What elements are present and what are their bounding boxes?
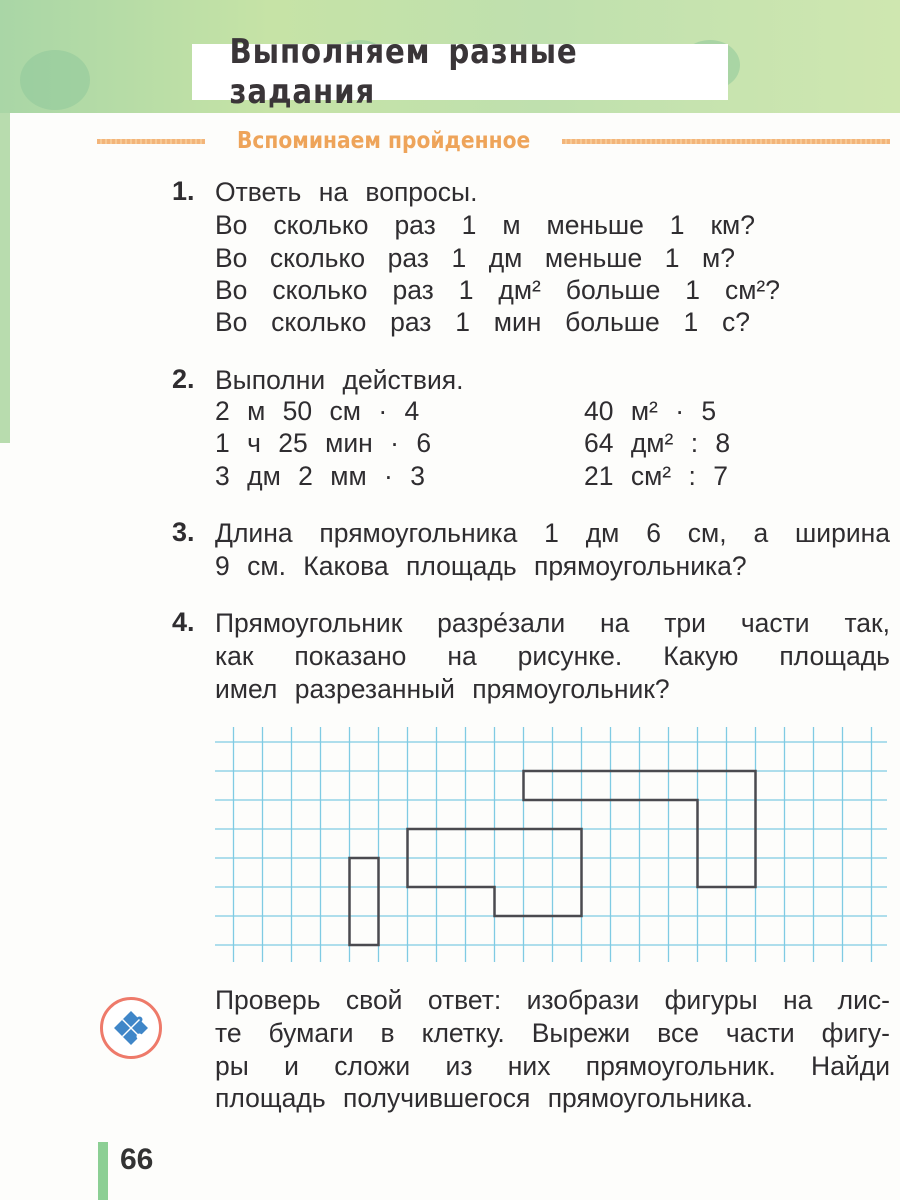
check-text: те бумаги в клетку. Вырежи все части фигу-: [215, 1018, 890, 1048]
task-text: как показано на рисунке. Какую площадь: [215, 641, 890, 671]
title-box: [192, 32, 728, 112]
page-number-bar: [98, 1142, 108, 1200]
check-text: ры и сложи из них прямоугольник. Найди: [215, 1051, 890, 1081]
task-text: Во сколько раз 1 м меньше 1 км?: [215, 210, 755, 240]
task-text: Длина прямоугольника 1 дм 6 см, а ширина: [215, 518, 890, 548]
task-text: имел разрезанный прямоугольник?: [215, 674, 670, 704]
expression: 40 м² · 5: [584, 396, 717, 426]
task-number: 2.: [172, 364, 195, 394]
expression: 2 м 50 см · 4: [215, 396, 420, 426]
expression: 64 дм² : 8: [584, 428, 731, 458]
task-text: Во сколько раз 1 дм меньше 1 м?: [215, 243, 735, 273]
divider: [97, 139, 205, 144]
section-title: Вспоминаем пройденное: [236, 128, 531, 154]
puzzle-icon: [100, 997, 162, 1059]
check-text: Проверь свой ответ: изобрази фигуры на лис-: [215, 985, 890, 1015]
task-number: 4.: [172, 607, 195, 637]
page-title: Выполняем разные задания: [229, 32, 578, 112]
divider: [562, 139, 890, 144]
task-text: Прямоугольник разре́зали на три части так,: [215, 608, 890, 638]
expression: 3 дм 2 мм · 3: [215, 461, 425, 491]
task-text: Во сколько раз 1 мин больше 1 с?: [215, 307, 750, 337]
task-text: Выполни действия.: [215, 365, 464, 395]
task-number: 1.: [172, 176, 195, 206]
expression: 21 см² : 7: [584, 461, 728, 491]
check-text: площадь получившегося прямоугольника.: [215, 1083, 753, 1113]
page-number: 66: [120, 1143, 154, 1176]
section-heading: [97, 128, 890, 154]
grid-figure: [215, 727, 887, 962]
expression: 1 ч 25 мин · 6: [215, 428, 432, 458]
task-text: 9 см. Какова площадь прямоугольника?: [215, 551, 747, 581]
task-text: Во сколько раз 1 дм² больше 1 см²?: [215, 275, 780, 305]
figure-part-small-rect: [350, 858, 379, 945]
task-number: 3.: [172, 517, 195, 547]
left-decor-strip: [0, 113, 10, 443]
task-text: Ответь на вопросы.: [215, 177, 478, 207]
